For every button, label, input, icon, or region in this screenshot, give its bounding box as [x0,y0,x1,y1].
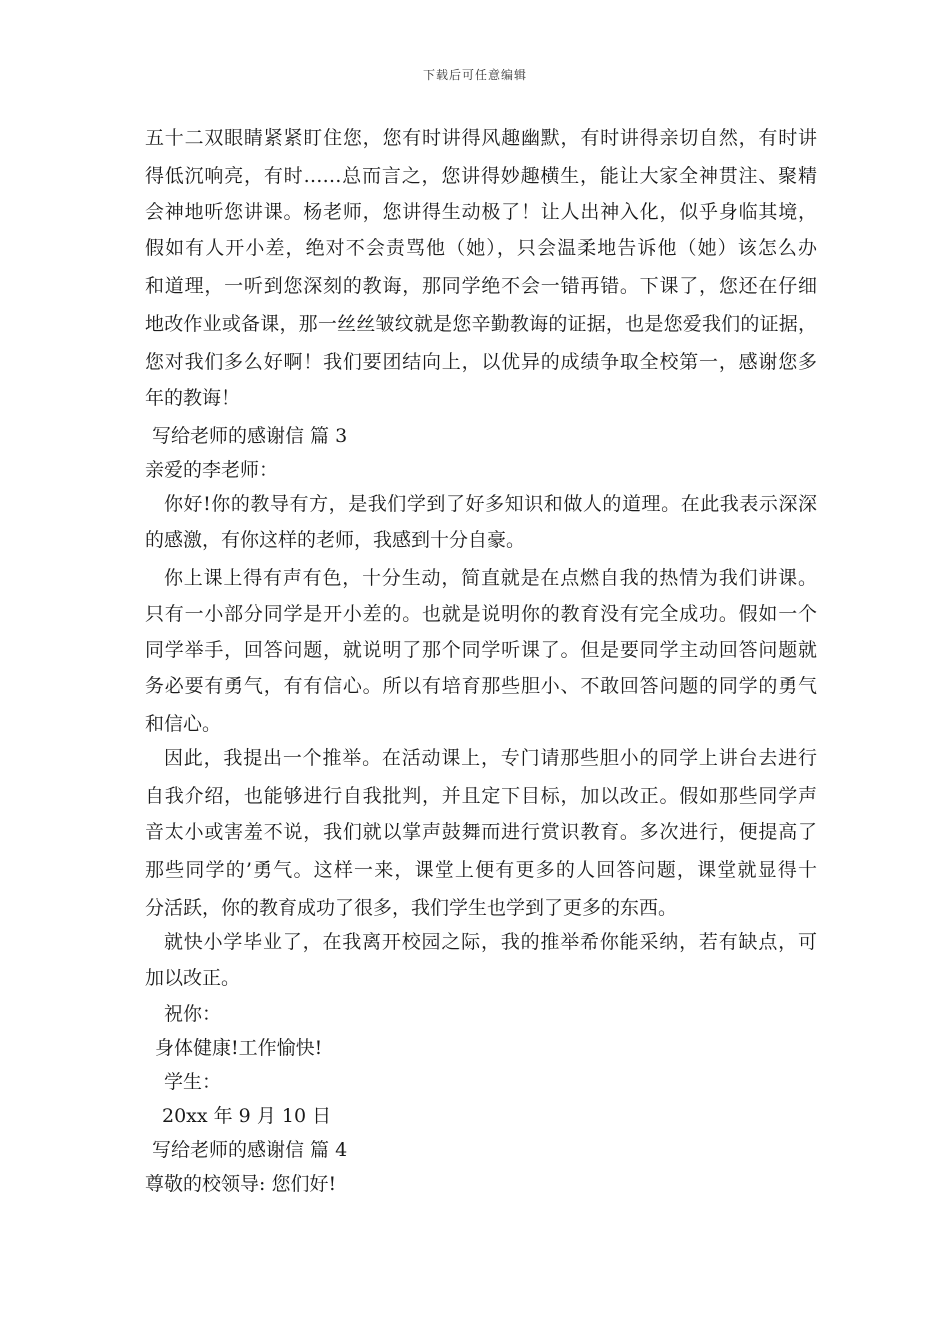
paragraph-line: 自我介绍，也能够进行自我批判，并且定下目标，加以改正。假如那些同学声 [145,785,817,807]
paragraph-line: 就快小学毕业了，在我离开校园之际，我的推举希你能采纳，若有缺点，可 [164,931,817,953]
paragraph-line: 年的教诲！ [145,387,241,409]
signature-label: 学生： [164,1071,222,1093]
paragraph-line: 您对我们多么好啊！我们要团结向上，以优异的成绩争取全校第一，感谢您多 [145,351,817,373]
paragraph-line: 的感激，有你这样的老师，我感到十分自豪。 [145,529,526,551]
paragraph-line: 和道理，一听到您深刻的教诲，那同学绝不会一错再错。下课了，您还在仔细 [145,275,817,297]
paragraph-line: 音太小或害羞不说，我们就以掌声鼓舞而进行赏识教育。多次进行，便提高了 [145,821,817,843]
closing-wish: 祝你： [164,1003,222,1025]
section-title: 写给老师的感谢信 篇 4 [152,1139,348,1161]
paragraph-line: 那些同学的’勇气。这样一来，课堂上便有更多的人回答问题，课堂就显得十 [145,859,817,881]
section-title: 写给老师的感谢信 篇 3 [152,425,348,447]
paragraph-line: 务必要有勇气，有有信心。所以有培育那些胆小、不敢回答问题的同学的勇气 [145,675,817,697]
paragraph-line: 和信心。 [145,713,222,735]
letter-date: 20xx 年 9 月 10 日 [162,1105,332,1127]
paragraph-line: 加以改正。 [145,967,241,989]
paragraph-line: 会神地听您讲课。杨老师，您讲得生动极了！让人出神入化，似乎身临其境， [145,201,817,223]
closing-blessing: 身体健康!工作愉快! [155,1037,323,1059]
paragraph-line: 同学举手，回答问题，就说明了那个同学听课了。但是要同学主动回答问题就 [145,639,817,661]
paragraph-line: 得低沉响亮，有时……总而言之，您讲得妙趣横生，能让大家全神贯注、聚精 [145,165,817,187]
paragraph-line: 假如有人开小差，绝对不会责骂他（她），只会温柔地告诉他（她）该怎么办 [145,237,817,259]
paragraph-line: 你好!你的教导有方，是我们学到了好多知识和做人的道理。在此我表示深深 [164,493,817,515]
page-header: 下载后可任意编辑 [422,68,527,82]
paragraph-line: 分活跃，你的教育成功了很多，我们学生也学到了更多的东西。 [145,897,678,919]
salutation: 尊敬的校领导: 您们好! [145,1173,337,1195]
salutation: 亲爱的李老师： [145,459,279,481]
paragraph-line: 你上课上得有声有色，十分生动，简直就是在点燃自我的热情为我们讲课。 [164,567,817,589]
paragraph-line: 五十二双眼睛紧紧盯住您，您有时讲得风趣幽默，有时讲得亲切自然，有时讲 [145,127,817,149]
paragraph-line: 只有一小部分同学是开小差的。也就是说明你的教育没有完全成功。假如一个 [145,603,817,625]
paragraph-line: 地改作业或备课，那一丝丝皱纹就是您辛勤教诲的证据，也是您爱我们的证据， [145,313,817,335]
paragraph-line: 因此，我提出一个推举。在活动课上，专门请那些胆小的同学上讲台去进行 [164,747,817,769]
